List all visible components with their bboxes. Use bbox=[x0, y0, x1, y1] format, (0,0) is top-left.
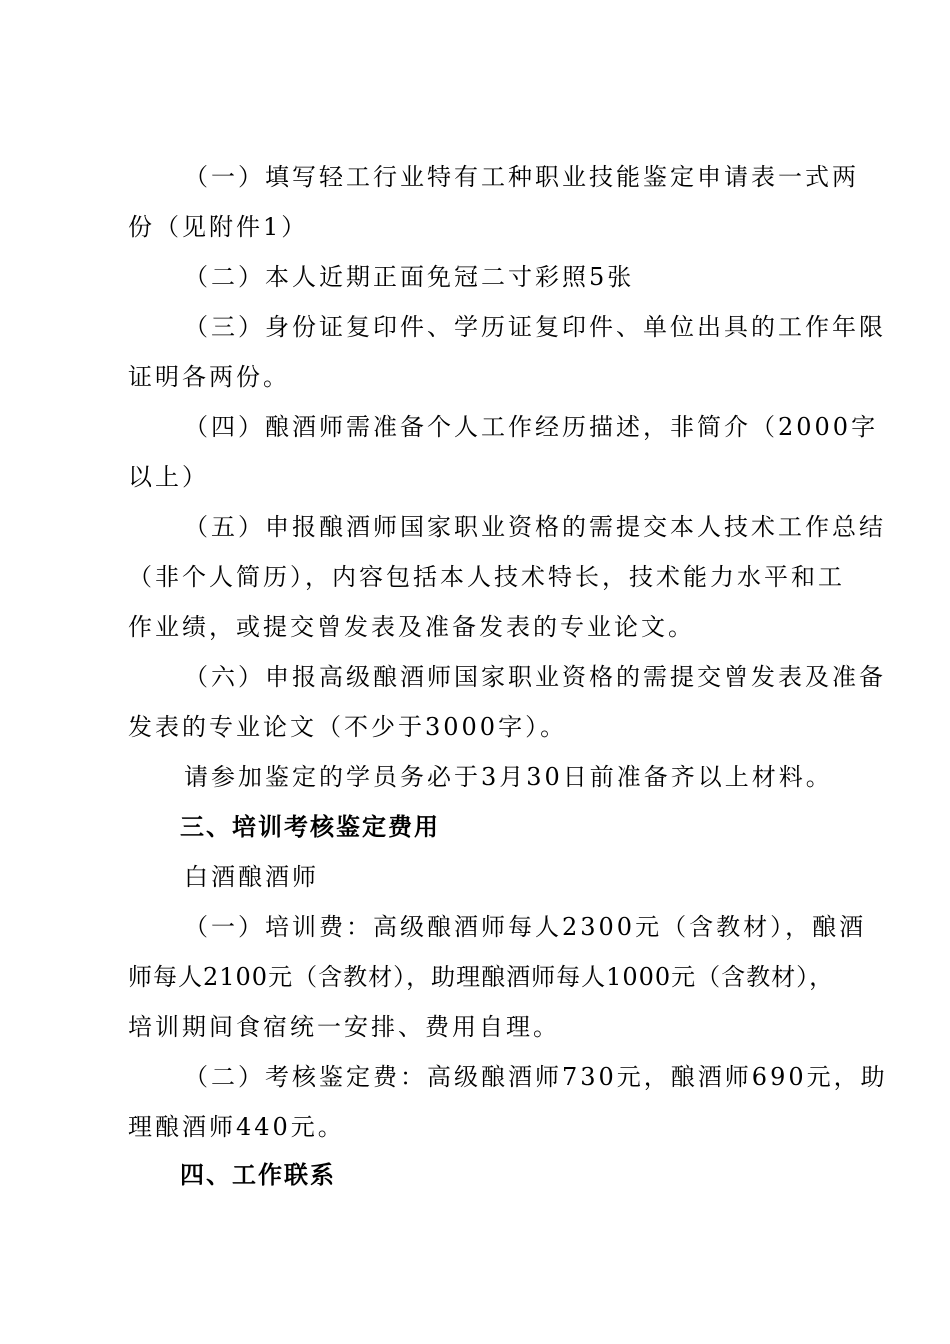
text-line: （四）酿酒师需准备个人工作经历描述，非简介（2000字 bbox=[184, 413, 879, 441]
text-line: （一）填写轻工行业特有工种职业技能鉴定申请表一式两 bbox=[184, 163, 859, 191]
paragraph-subheading bbox=[128, 852, 848, 902]
paragraph-senior-papers bbox=[128, 652, 886, 752]
section-heading-fees: 三、培训考核鉴定费用 bbox=[180, 812, 440, 841]
paragraph-work-history bbox=[128, 402, 879, 502]
text-line: （三）身份证复印件、学历证复印件、单位出具的工作年限 bbox=[184, 313, 886, 341]
paragraph-application-form bbox=[128, 152, 859, 252]
text-line: 以上） bbox=[128, 463, 209, 491]
text-line: 师每人2100元（含教材），助理酿酒师每人1000元（含教材）， bbox=[128, 963, 835, 991]
text-line: 作业绩，或提交曾发表及准备发表的专业论文。 bbox=[128, 613, 695, 641]
paragraph-assessment-fee bbox=[128, 1052, 888, 1152]
text-line: （五）申报酿酒师国家职业资格的需提交本人技术工作总结 bbox=[184, 513, 886, 541]
text-line: 白酒酿酒师 bbox=[184, 863, 319, 891]
paragraph-photos bbox=[128, 252, 848, 302]
text-line: （二）考核鉴定费：高级酿酒师730元，酿酒师690元，助 bbox=[184, 1063, 888, 1091]
text-line: 请参加鉴定的学员务必于3月30日前准备齐以上材料。 bbox=[184, 763, 833, 791]
paragraph-training-fee bbox=[128, 902, 867, 1052]
paragraph-deadline bbox=[128, 752, 848, 802]
paragraph-id-copies bbox=[128, 302, 886, 402]
section-heading-contact: 四、工作联系 bbox=[180, 1160, 336, 1189]
paragraph-technical-summary bbox=[128, 502, 886, 652]
text-line: 证明各两份。 bbox=[128, 363, 290, 391]
text-line: 培训期间食宿统一安排、费用自理。 bbox=[128, 1013, 560, 1041]
text-line: （六）申报高级酿酒师国家职业资格的需提交曾发表及准备 bbox=[184, 663, 886, 691]
text-line: 发表的专业论文（不少于3000字）。 bbox=[128, 713, 568, 741]
text-line: （非个人简历），内容包括本人技术特长，技术能力水平和工 bbox=[128, 563, 845, 591]
text-line: （一）培训费：高级酿酒师每人2300元（含教材），酿酒 bbox=[184, 913, 867, 941]
text-line: 份（见附件1） bbox=[128, 213, 309, 241]
text-line: （二）本人近期正面免冠二寸彩照5张 bbox=[184, 263, 635, 291]
text-line: 理酿酒师440元。 bbox=[128, 1113, 345, 1141]
